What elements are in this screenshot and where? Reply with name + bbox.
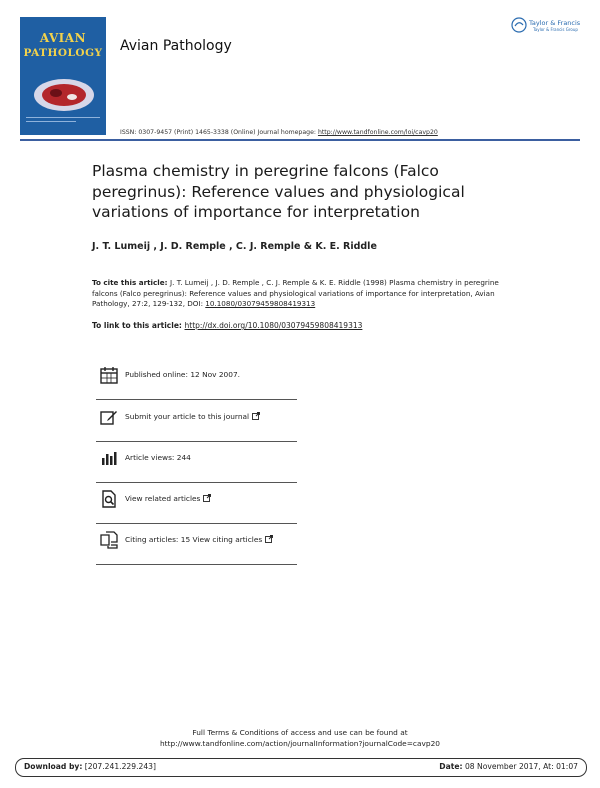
external-link-icon [265,535,273,543]
issn-text: ISSN: 0307-9457 (Print) 1465-3338 (Online) Journal homepage: [120,129,318,136]
terms-line: Full Terms & Conditions of access and use can be found at [192,728,408,737]
doi-link[interactable]: 10.1080/03079459808419313 [205,299,316,308]
cover-title-line2: PATHOLOGY [23,47,103,59]
download-date: Date: 08 November 2017, At: 01:07 [439,762,578,771]
citation-label: To cite this article: [92,278,170,287]
issn-line [120,129,438,136]
link-label: To link to this article: [92,321,185,330]
journal-cover-image [20,17,106,135]
edit-icon [100,408,118,426]
journal-homepage-link[interactable]: http://www.tandfonline.com/loi/cavp20 [317,129,438,136]
external-link-icon [252,412,260,420]
article-authors: J. T. Lumeij , J. D. Remple , C. J. Remple & K. E. Riddle [92,241,377,252]
citation-block [92,278,512,310]
publisher-logo-subtext: Taylor & Francis Group [533,27,578,32]
citing-articles-icon [100,531,118,549]
article-url-link[interactable]: http://dx.doi.org/10.1080/03079459808419313 [184,321,363,330]
publisher-logo-text: Taylor & Francis [529,19,581,27]
published-row [96,358,297,400]
submit-row[interactable] [96,400,297,442]
bar-chart-icon [100,449,118,467]
article-link-line [92,321,362,330]
downloaded-by: Download by: [207.241.229.243] [24,762,156,771]
external-link-icon [203,494,211,502]
related-articles-icon [100,490,118,508]
header-divider [20,139,580,141]
citing-row[interactable] [96,523,297,565]
publisher-logo-icon [511,17,527,33]
calendar-icon [100,366,118,384]
citing-articles-link[interactable]: Citing articles: 15 View citing articles [125,535,273,544]
submit-article-link[interactable]: Submit your article to this journal [125,412,260,421]
views-row [96,441,297,483]
publisher-logo[interactable] [511,16,591,36]
published-date: Published online: 12 Nov 2007. [125,370,240,379]
cover-title-line1: AVIAN [39,31,87,45]
journal-name: Avian Pathology [120,38,232,54]
article-title: Plasma chemistry in peregrine falcons (Falco peregrinus): Reference values and physiological variations of importance for interpretation [92,162,465,221]
citation-text: J. T. Lumeij , J. D. Remple , C. J. Remple & K. E. Riddle (1998) Plasma chemistry in peregrine falcons (Falco peregrinus): Reference values and physiological variations of importance for interpretation, Avian Pathology, 27:2, 129-132, DOI: [92,278,499,308]
article-views: Article views: 244 [125,453,191,462]
terms-url-link[interactable]: http://www.tandfonline.com/action/journalInformation?journalCode=cavp20 [159,739,440,748]
terms-notice [0,727,600,749]
download-info-bar [15,758,587,777]
related-articles-link[interactable]: View related articles [125,494,211,503]
related-row[interactable] [96,482,297,524]
